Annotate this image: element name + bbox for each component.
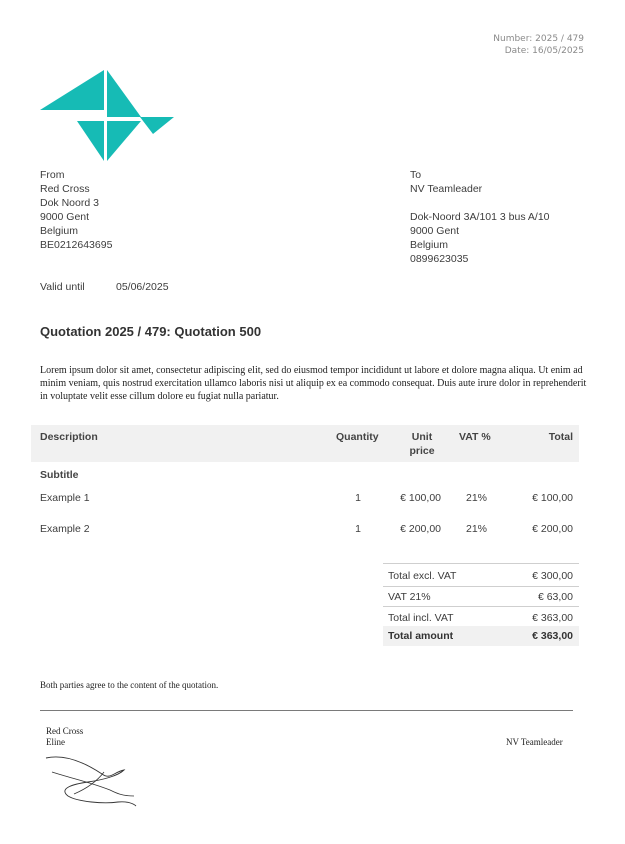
quotation-number: Number: 2025 / 479	[493, 34, 584, 44]
from-line: Red Cross	[40, 183, 90, 195]
row-vat: 21%	[466, 492, 488, 504]
row-quantity: 1	[355, 492, 361, 504]
table-row	[0, 492, 625, 506]
total-amount-label: Total amount	[388, 630, 454, 642]
header-description: Description	[40, 431, 98, 443]
row-vat: 21%	[466, 523, 488, 535]
header-vat: VAT %	[459, 431, 491, 443]
from-label: From	[40, 169, 65, 181]
signature-divider	[40, 710, 573, 711]
valid-until	[40, 281, 169, 293]
row-unit-price: € 100,00	[400, 492, 441, 504]
agreement-text: Both parties agree to the content of the quotation.	[40, 680, 219, 690]
to-name: NV Teamleader	[410, 183, 483, 195]
to-line: Dok-Noord 3A/101 3 bus A/10	[410, 211, 550, 223]
total-amount-value: € 363,00	[532, 630, 573, 642]
to-vat-number: 0899623035	[410, 253, 469, 265]
row-description: Example 1	[40, 492, 90, 504]
table-header	[31, 425, 579, 462]
total-incl-value: € 363,00	[532, 612, 573, 624]
quotation-title: Quotation 2025 / 479: Quotation 500	[40, 324, 262, 339]
to-label: To	[410, 169, 422, 181]
valid-until-value: 05/06/2025	[116, 281, 169, 293]
from-line: Dok Noord 3	[40, 197, 99, 209]
valid-until-label: Valid until	[40, 281, 85, 293]
table-row	[0, 523, 625, 537]
to-line: 9000 Gent	[410, 225, 460, 237]
row-total: € 200,00	[532, 523, 573, 535]
to-line: Belgium	[410, 239, 448, 251]
vat-label: VAT 21%	[388, 591, 431, 603]
handwritten-signature	[44, 752, 140, 810]
row-description: Example 2	[40, 523, 90, 535]
table-subtitle: Subtitle	[40, 469, 79, 481]
company-logo	[40, 68, 174, 164]
vat-value: € 63,00	[537, 591, 573, 603]
left-signatory	[46, 726, 83, 748]
from-block	[40, 168, 112, 252]
header-total: Total	[548, 431, 573, 443]
from-line: Belgium	[40, 225, 78, 237]
totals-divider	[383, 586, 579, 587]
left-signatory-person: Eline	[46, 737, 65, 747]
intro-text: Lorem ipsum dolor sit amet, consectetur adipiscing elit, sed do eiusmod tempor incididunt ut labore et dolore magna aliqua. Ut enim ad minim veniam, quis nostrud exercitation ullamco laboris nisi ut aliquip ex ea commodo consequat. Duis aute irure dolor in reprehenderit in voluptate velit esse cillum dolore eu fugiat nulla pariatur.	[40, 365, 587, 402]
total-excl-label: Total excl. VAT	[388, 570, 457, 582]
totals-divider	[383, 606, 579, 607]
header-unit-price: Unit price	[409, 431, 435, 457]
left-signatory-company: Red Cross	[46, 726, 84, 736]
total-excl-value: € 300,00	[532, 570, 573, 582]
row-total: € 100,00	[532, 492, 573, 504]
header-quantity: Quantity	[336, 431, 379, 443]
right-signatory-company: NV Teamleader	[506, 737, 563, 747]
row-unit-price: € 200,00	[400, 523, 441, 535]
from-vat-number: BE0212643695	[40, 239, 113, 251]
document-meta	[493, 33, 584, 57]
from-line: 9000 Gent	[40, 211, 90, 223]
totals-divider	[383, 563, 579, 564]
to-block	[410, 168, 550, 266]
row-quantity: 1	[355, 523, 361, 535]
quotation-date: Date: 16/05/2025	[504, 46, 584, 56]
total-incl-label: Total incl. VAT	[388, 612, 454, 624]
